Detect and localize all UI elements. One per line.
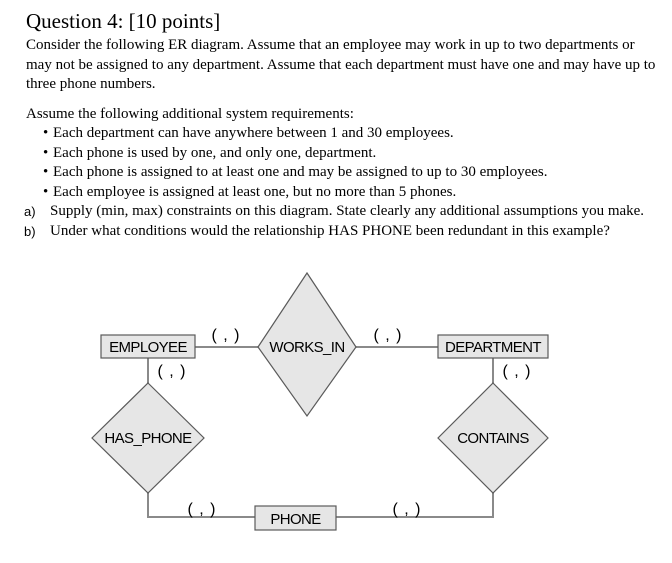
- relationship-has-phone-label: HAS_PHONE: [104, 430, 192, 447]
- requirement-item: • Each phone is assigned to at least one and may be assigned to up to 30 employees.: [43, 163, 662, 183]
- entity-employee-label: EMPLOYEE: [109, 339, 187, 356]
- cardinality-department-contains: ( , ): [502, 363, 532, 380]
- relationship-contains-label: CONTAINS: [457, 430, 529, 447]
- part-a-marker: a): [24, 204, 36, 219]
- relationship-has-phone: [92, 383, 204, 493]
- part-b-text: Under what conditions would the relationship HAS PHONE been redundant in this example?: [50, 222, 610, 239]
- cardinality-employee-hasphone: ( , ): [157, 363, 187, 380]
- entity-department: [438, 335, 548, 358]
- cardinality-worksin-department: ( , ): [373, 327, 403, 344]
- relationship-contains: [438, 383, 548, 493]
- entity-department-label: DEPARTMENT: [445, 339, 541, 356]
- part-a-text: Supply (min, max) constraints on this diagram. State clearly any additional assumptions you make.: [50, 203, 645, 219]
- question-title: Question 4: [10 points]: [26, 9, 221, 33]
- entity-phone: [255, 506, 336, 530]
- relationship-works-in: [258, 273, 356, 416]
- requirement-item: • Each department can have anywhere between 1 and 30 employees.: [43, 124, 662, 144]
- relationship-works-in-label: WORKS_IN: [269, 339, 345, 356]
- question-intro: Consider the following ER diagram. Assume that an employee may work in up to two departments or may not be assigned to any department. Assume that each department must have one and may have up to three phone numbers.: [26, 37, 656, 92]
- entity-employee: [101, 335, 195, 358]
- cardinality-employee-worksin: ( , ): [211, 327, 241, 344]
- part-b-marker: b): [24, 223, 36, 239]
- requirements-intro: Assume the following additional system requirements:: [26, 105, 354, 122]
- entity-phone-label: PHONE: [270, 511, 321, 528]
- cardinality-hasphone-phone: ( , ): [187, 501, 217, 518]
- cardinality-contains-phone: ( , ): [392, 501, 422, 518]
- requirement-item: • Each phone is used by one, and only one, department.: [43, 144, 662, 164]
- requirement-item: • Each employee is assigned at least one, but no more than 5 phones.: [43, 183, 662, 203]
